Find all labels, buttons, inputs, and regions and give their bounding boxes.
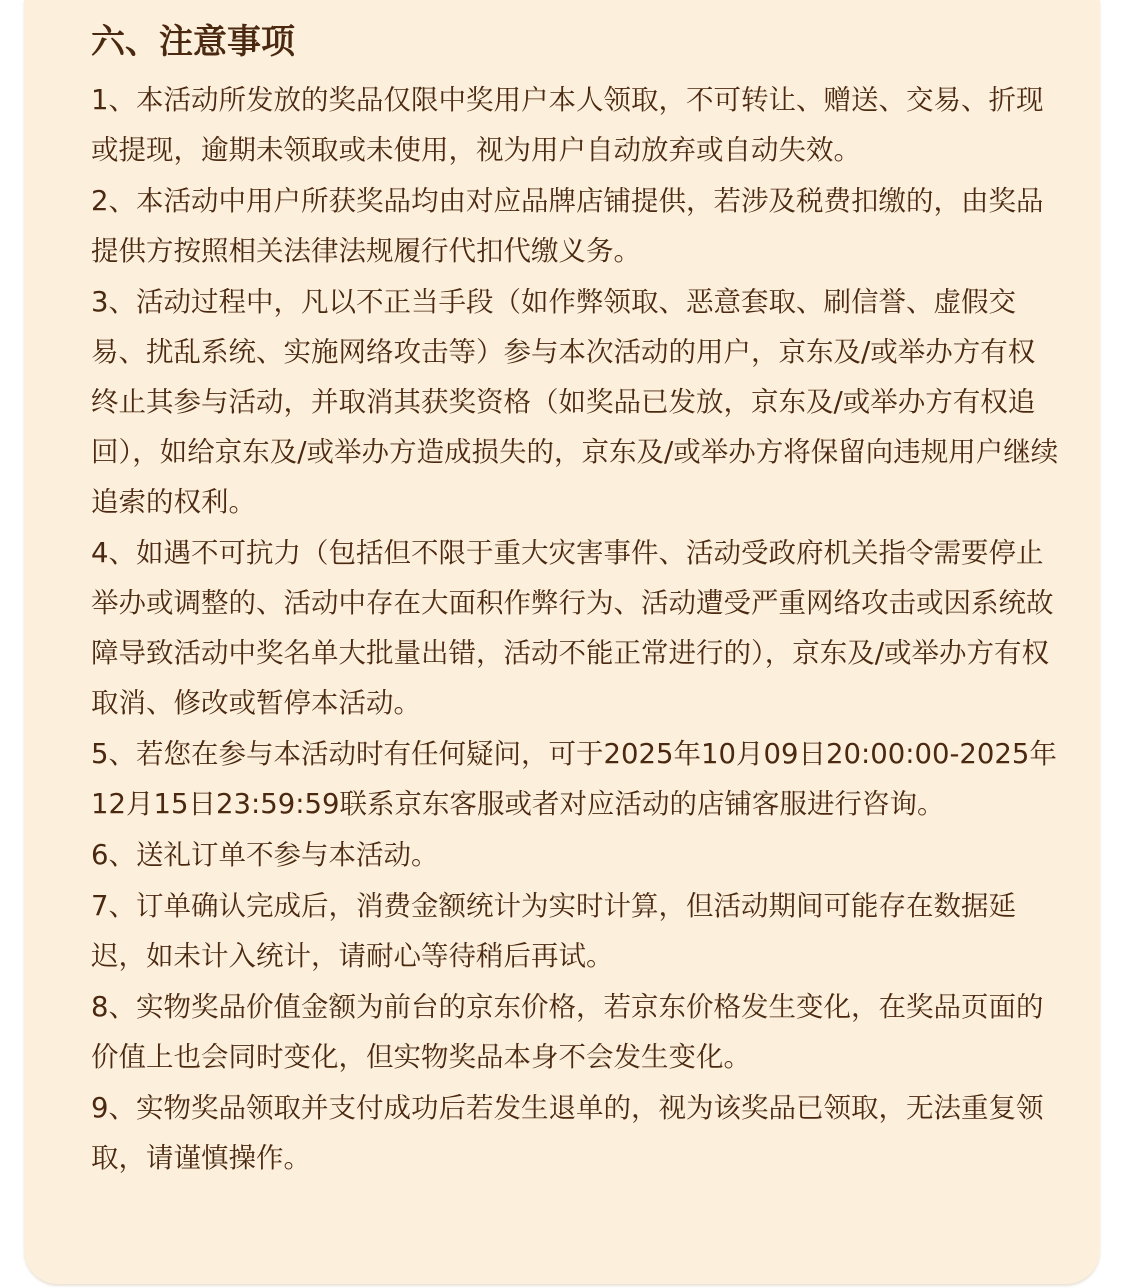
notice-item-1: 1、本活动所发放的奖品仅限中奖用户本人领取，不可转让、赠送、交易、折现或提现，逾期未领取或未使用，视为用户自动放弃或自动失效。 xyxy=(91,84,1044,166)
notice-item-5: 5、若您在参与本活动时有任何疑问，可于2025年10月09日20:00:00-2025年12月15日23:59:59联系京东客服或者对应活动的店铺客服进行咨询。 xyxy=(91,738,1057,820)
notice-card xyxy=(24,0,1100,1284)
section-title: 六、注意事项 xyxy=(91,22,295,62)
notice-item-9: 9、实物奖品领取并支付成功后若发生退单的，视为该奖品已领取，无法重复领取，请谨慎操作。 xyxy=(91,1092,1044,1174)
notice-item-6: 6、送礼订单不参与本活动。 xyxy=(91,839,439,871)
notice-item-2: 2、本活动中用户所获奖品均由对应品牌店铺提供，若涉及税费扣缴的，由奖品提供方按照相关法律法规履行代扣代缴义务。 xyxy=(91,185,1044,267)
notice-item-4: 4、如遇不可抗力（包括但不限于重大灾害事件、活动受政府机关指令需要停止举办或调整的、活动中存在大面积作弊行为、活动遭受严重网络攻击或因系统故障导致活动中奖名单大批量出错，活动不能正常进行的），京东及/或举办方有权取消、修改或暂停本活动。 xyxy=(91,537,1054,719)
notice-item-3: 3、活动过程中，凡以不正当手段（如作弊领取、恶意套取、刷信誉、虚假交易、扰乱系统、实施网络攻击等）参与本次活动的用户，京东及/或举办方有权终止其参与活动，并取消其获奖资格（如奖品已发放，京东及/或举办方有权追回），如给京东及/或举办方造成损失的，京东及/或举办方将保留向违规用户继续追索的权利。 xyxy=(91,286,1059,518)
notice-item-7: 7、订单确认完成后，消费金额统计为实时计算，但活动期间可能存在数据延迟，如未计入统计，请耐心等待稍后再试。 xyxy=(91,890,1016,972)
notice-item-8: 8、实物奖品价值金额为前台的京东价格，若京东价格发生变化，在奖品页面的价值上也会同时变化，但实物奖品本身不会发生变化。 xyxy=(91,991,1044,1073)
